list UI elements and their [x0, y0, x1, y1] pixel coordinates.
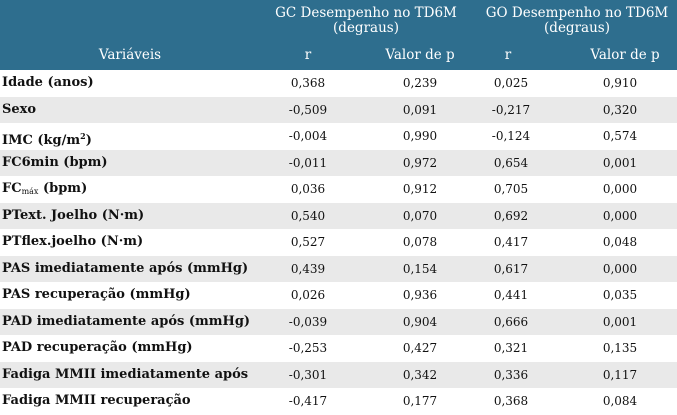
- gc-p-value: 0,904: [402, 314, 438, 329]
- row-variable: Idade (anos): [2, 75, 94, 90]
- row-variable-superscript: 2: [80, 131, 86, 141]
- table-row: [0, 123, 677, 150]
- gc-p-value: 0,342: [402, 367, 438, 382]
- table-row: [0, 229, 677, 256]
- go-r-value: 0,417: [493, 235, 529, 249]
- gc-r-value: 0,036: [290, 182, 326, 196]
- gc-p-value: 0,078: [402, 235, 438, 249]
- go-r-value: 0,692: [493, 208, 529, 223]
- table-header: [0, 0, 677, 70]
- gc-p-value: 0,091: [402, 102, 438, 117]
- go-r-value: 0,705: [493, 182, 529, 196]
- table-row: [0, 309, 677, 336]
- table-row: [0, 97, 677, 124]
- header-go-p-value: Valor de p: [590, 47, 660, 63]
- row-variable: [2, 176, 87, 203]
- table-row: [0, 256, 677, 283]
- gc-p-value: 0,990: [402, 129, 438, 143]
- go-r-value: -0,217: [491, 102, 531, 117]
- gc-p-value: 0,912: [402, 182, 438, 196]
- gc-p-value: 0,972: [402, 155, 438, 170]
- table-row: [0, 203, 677, 230]
- table-row: [0, 282, 677, 309]
- row-variable-end: (bpm): [38, 181, 88, 196]
- go-r-value: 0,617: [493, 261, 529, 276]
- table-row: [0, 335, 677, 362]
- row-variable-subscript: máx: [21, 187, 39, 196]
- gc-r-value: -0,011: [288, 155, 328, 170]
- go-r-value: 0,368: [493, 394, 529, 408]
- go-p-value: 0,574: [602, 129, 638, 143]
- header-go-r: r: [504, 47, 512, 63]
- gc-p-value: 0,936: [402, 288, 438, 302]
- row-variable: [2, 123, 92, 150]
- go-p-value: 0,000: [602, 182, 638, 196]
- gc-p-value: 0,154: [402, 261, 438, 276]
- gc-r-value: -0,509: [288, 102, 328, 117]
- go-r-value: -0,124: [491, 129, 531, 143]
- row-variable-end: ): [85, 133, 92, 148]
- go-p-value: 0,320: [602, 102, 638, 117]
- go-r-value: 0,666: [493, 314, 529, 329]
- gc-r-value: -0,301: [288, 367, 328, 382]
- gc-r-value: -0,004: [288, 129, 328, 143]
- table-row: [0, 388, 677, 415]
- row-variable: PAD imediatamente após (mmHg): [2, 313, 251, 329]
- table-row: [0, 176, 677, 203]
- go-p-value: 0,001: [602, 314, 638, 329]
- go-p-value: 0,135: [602, 341, 638, 355]
- row-variable: PAD recuperação (mmHg): [2, 340, 193, 355]
- row-variable-text: FC: [2, 181, 22, 196]
- go-r-value: 0,336: [493, 367, 529, 382]
- gc-p-value: 0,177: [402, 394, 438, 408]
- header-gc-r: r: [304, 47, 312, 63]
- row-variable: PAS recuperação (mmHg): [2, 287, 191, 302]
- gc-r-value: 0,527: [290, 235, 326, 249]
- gc-p-value: 0,427: [402, 341, 438, 355]
- gc-r-value: 0,026: [290, 288, 326, 302]
- row-variable: FC6min (bpm): [2, 154, 108, 170]
- row-variable: Fadiga MMII recuperação: [2, 393, 191, 408]
- gc-r-value: 0,439: [290, 261, 326, 276]
- go-p-value: 0,001: [602, 155, 638, 170]
- header-variables: Variáveis: [98, 47, 162, 63]
- go-p-value: 0,000: [602, 208, 638, 223]
- header-group-go: GO Desempenho no TD6M (degraus): [485, 5, 669, 36]
- gc-p-value: 0,239: [402, 76, 438, 90]
- gc-r-value: -0,039: [288, 314, 328, 329]
- row-variable: PText. Joelho (N·m): [2, 207, 145, 223]
- go-p-value: 0,000: [602, 261, 638, 276]
- row-variable: Fadiga MMII imediatamente após: [2, 366, 249, 382]
- gc-r-value: -0,417: [288, 394, 328, 408]
- header-group-gc: GC Desempenho no TD6M (degraus): [275, 5, 457, 36]
- go-r-value: 0,441: [493, 288, 529, 302]
- go-r-value: 0,321: [493, 341, 529, 355]
- row-variable: Sexo: [2, 101, 37, 117]
- row-variable: PAS imediatamente após (mmHg): [2, 260, 249, 276]
- go-r-value: 0,025: [493, 76, 529, 90]
- table-row: [0, 70, 677, 97]
- gc-r-value: 0,368: [290, 76, 326, 90]
- go-r-value: 0,654: [493, 155, 529, 170]
- table-row: [0, 150, 677, 177]
- go-p-value: 0,117: [602, 367, 638, 382]
- table-row: [0, 362, 677, 389]
- gc-r-value: -0,253: [288, 341, 328, 355]
- row-variable: PTflex.joelho (N·m): [2, 234, 144, 249]
- go-p-value: 0,910: [602, 76, 638, 90]
- header-gc-p-value: Valor de p: [385, 47, 455, 63]
- gc-p-value: 0,070: [402, 208, 438, 223]
- go-p-value: 0,048: [602, 235, 638, 249]
- row-variable-text: IMC (kg/m: [2, 133, 81, 148]
- go-p-value: 0,084: [602, 394, 638, 408]
- gc-r-value: 0,540: [290, 208, 326, 223]
- table-body: [0, 70, 677, 415]
- go-p-value: 0,035: [602, 288, 638, 302]
